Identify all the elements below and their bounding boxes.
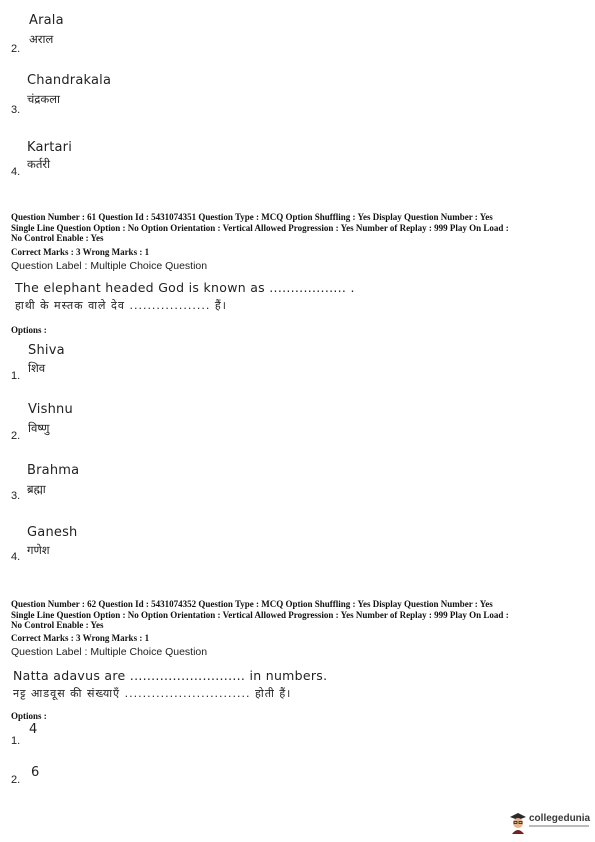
option-hindi-text: विष्णु [28, 421, 50, 435]
meta-line: Single Line Question Option : No Option Orientation : Vertical Allowed Progression : Yes Number of Replay : 999 Play On Load : [11, 609, 509, 620]
question-text-hindi: हाथी के मस्तक वाले देव .................. हैं। [15, 299, 227, 312]
option-number: 4. [11, 551, 21, 563]
brand-tagline-bar [529, 825, 589, 827]
option-number: 3. [11, 490, 21, 502]
meta-line: No Control Enable : Yes [11, 233, 104, 243]
option-english-text: Brahma [27, 463, 80, 478]
question-text-hindi: नट्ट आडवूस की संख्याएँ ............................ होती हैं। [13, 687, 292, 700]
question-meta [11, 599, 586, 631]
option-hindi-text: ब्रह्मा [27, 482, 46, 496]
option-number: 3. [11, 104, 21, 116]
option-number: 2. [11, 430, 21, 442]
option-value: 4 [29, 722, 38, 737]
option-number: 1. [11, 735, 21, 747]
question-text-english: The elephant headed God is known as .................. . [15, 280, 355, 295]
meta-line: Question Number : 61 Question Id : 5431074351 Question Type : MCQ Option Shuffling : Yes Display Question Number : Yes [11, 212, 493, 222]
option-hindi-text: चंद्रकला [27, 92, 61, 106]
options-heading: Options : [11, 325, 47, 335]
option-english-text: Arala [29, 13, 64, 28]
option-hindi-text: अराल [29, 32, 54, 46]
meta-line: Question Number : 62 Question Id : 5431074352 Question Type : MCQ Option Shuffling : Yes Display Question Number : Yes [11, 599, 493, 609]
option-value: 6 [31, 765, 40, 780]
options-heading: Options : [11, 711, 47, 721]
option-number: 2. [11, 774, 21, 786]
option-english-text: Chandrakala [27, 73, 112, 88]
option-number: 4. [11, 166, 21, 178]
option-english-text: Shiva [28, 343, 65, 358]
option-number: 2. [11, 43, 21, 55]
option-english-text: Ganesh [27, 525, 78, 540]
collegedunia-logo [508, 810, 590, 834]
question-marks: Correct Marks : 3 Wrong Marks : 1 [11, 633, 150, 643]
student-avatar-icon [508, 810, 528, 834]
question-text-english: Natta adavus are ........................... in numbers. [13, 668, 328, 683]
question-marks: Correct Marks : 3 Wrong Marks : 1 [11, 247, 150, 257]
brand-name: collegedunia [529, 813, 591, 824]
option-hindi-text: गणेश [27, 543, 50, 557]
option-english-text: Kartari [27, 140, 73, 155]
meta-line: Single Line Question Option : No Option Orientation : Vertical Allowed Progression : Yes Number of Replay : 999 Play On Load : [11, 222, 509, 233]
question-label: Question Label : Multiple Choice Question [11, 646, 208, 658]
question-label: Question Label : Multiple Choice Question [11, 260, 208, 272]
meta-line: No Control Enable : Yes [11, 620, 104, 630]
option-hindi-text: कर्तरी [27, 157, 51, 171]
option-number: 1. [11, 370, 21, 382]
option-english-text: Vishnu [28, 402, 73, 417]
option-hindi-text: शिव [28, 361, 46, 375]
question-meta [11, 212, 586, 244]
